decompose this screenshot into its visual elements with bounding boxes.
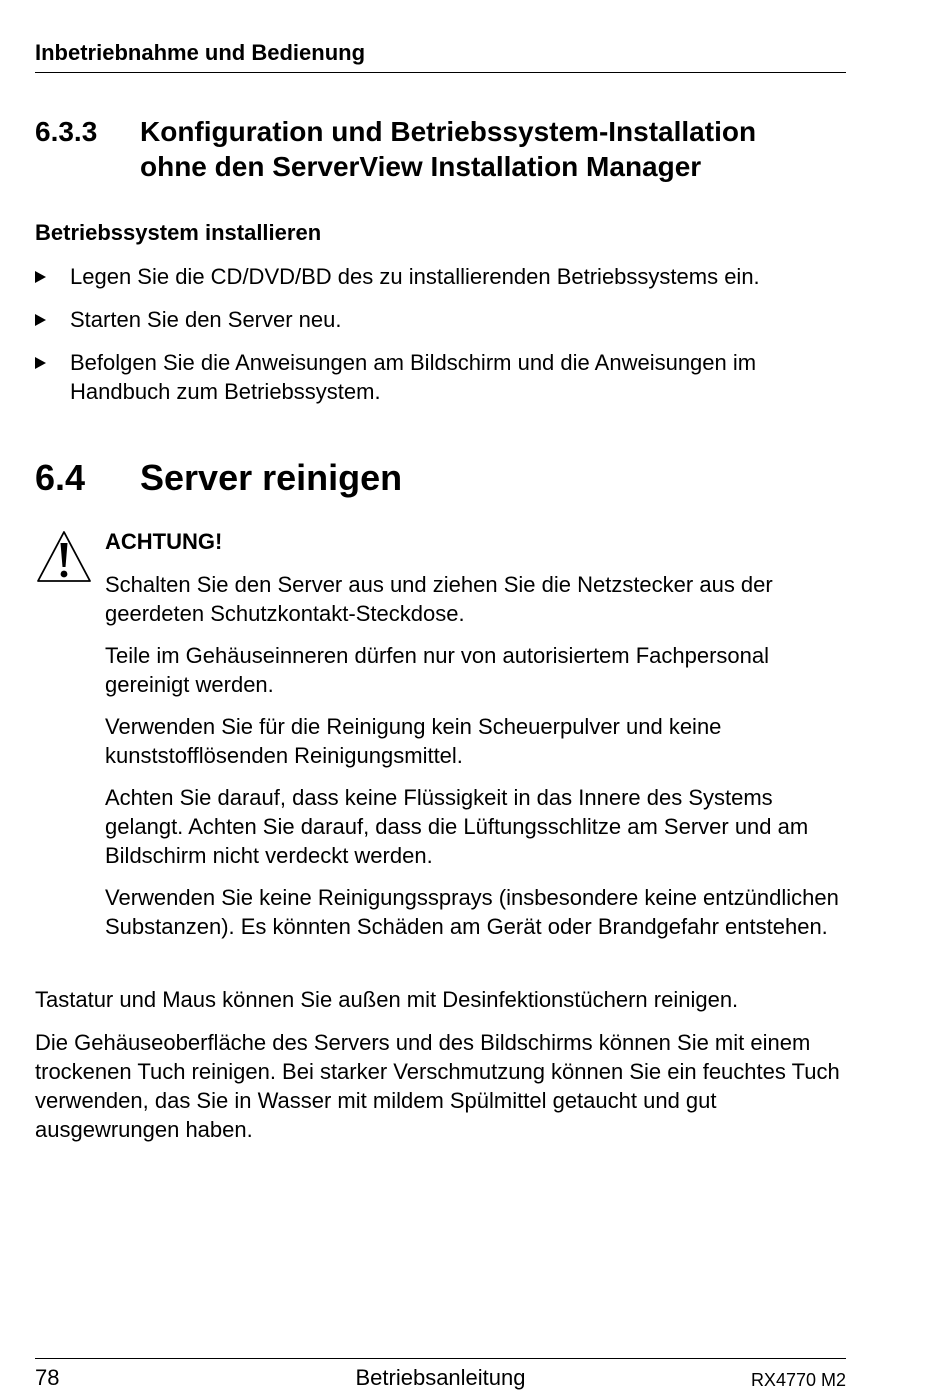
- warning-body: [105, 527, 850, 954]
- body-paragraph: Die Gehäuseoberfläche des Servers und des Bildschirms können Sie mit einem trockenen Tuch reinigen. Bei starker Verschmutzung können Sie ein feuchtes Tuch verwenden, das Sie in Wasser mit mildem Spülmittel getaucht und gut ausgewrungen haben.: [35, 1030, 840, 1142]
- warning-paragraph: Achten Sie darauf, dass keine Flüssigkeit in das Innere des Systems gelangt. Achten Sie darauf, dass die Lüftungsschlitze am Server und am Bildschirm nicht verdeckt werden.: [105, 785, 809, 868]
- instruction-list: [35, 262, 846, 420]
- footer-rule: [35, 1358, 846, 1359]
- header-rule: [35, 72, 846, 73]
- instruction-step: [35, 262, 846, 291]
- page-number: 78: [35, 1365, 60, 1390]
- bullet-arrow-icon: [35, 314, 46, 326]
- document-title: Betriebsanleitung: [355, 1365, 526, 1390]
- instruction-step: [35, 348, 846, 406]
- warning-triangle-icon: [35, 529, 93, 585]
- section-number: 6.3.3: [35, 116, 98, 147]
- instruction-text: Befolgen Sie die Anweisungen am Bildschirm und die Anweisungen im Handbuch zum Betriebssystem.: [70, 350, 757, 404]
- warning-paragraph: Schalten Sie den Server aus und ziehen Sie die Netzstecker aus der geerdeten Schutzkontakt-Steckdose.: [105, 572, 773, 626]
- section-title: Server reinigen: [140, 457, 403, 498]
- instruction-step: [35, 305, 846, 334]
- warning-title: ACHTUNG!: [105, 529, 223, 554]
- section-title-line: ohne den ServerView Installation Manager: [140, 151, 702, 182]
- warning-paragraph: Verwenden Sie für die Reinigung kein Scheuerpulver und keine kunststofflösenden Reinigungsmittel.: [105, 714, 722, 768]
- running-header: Inbetriebnahme und Bedienung: [35, 40, 366, 65]
- body-paragraph: Tastatur und Maus können Sie außen mit Desinfektionstüchern reinigen.: [35, 987, 739, 1012]
- subheading: Betriebssystem installieren: [35, 220, 322, 245]
- bullet-arrow-icon: [35, 357, 46, 369]
- section-title-line: Konfiguration und Betriebssystem-Installation: [140, 116, 757, 147]
- bullet-arrow-icon: [35, 271, 46, 283]
- document-page: [35, 0, 846, 1391]
- section-title: [140, 114, 840, 184]
- product-name: RX4770 M2: [750, 1370, 846, 1390]
- body-text: [35, 985, 846, 1158]
- warning-paragraph: Teile im Gehäuseinneren dürfen nur von autorisiertem Fachpersonal gereinigt werden.: [105, 643, 770, 697]
- instruction-text: Starten Sie den Server neu.: [70, 307, 342, 332]
- warning-paragraph: Verwenden Sie keine Reinigungssprays (insbesondere keine entzündlichen Substanzen). Es könnten Schäden am Gerät oder Brandgefahr entstehen.: [105, 885, 839, 939]
- section-number: 6.4: [35, 457, 86, 498]
- instruction-text: Legen Sie die CD/DVD/BD des zu installierenden Betriebssystems ein.: [70, 264, 760, 289]
